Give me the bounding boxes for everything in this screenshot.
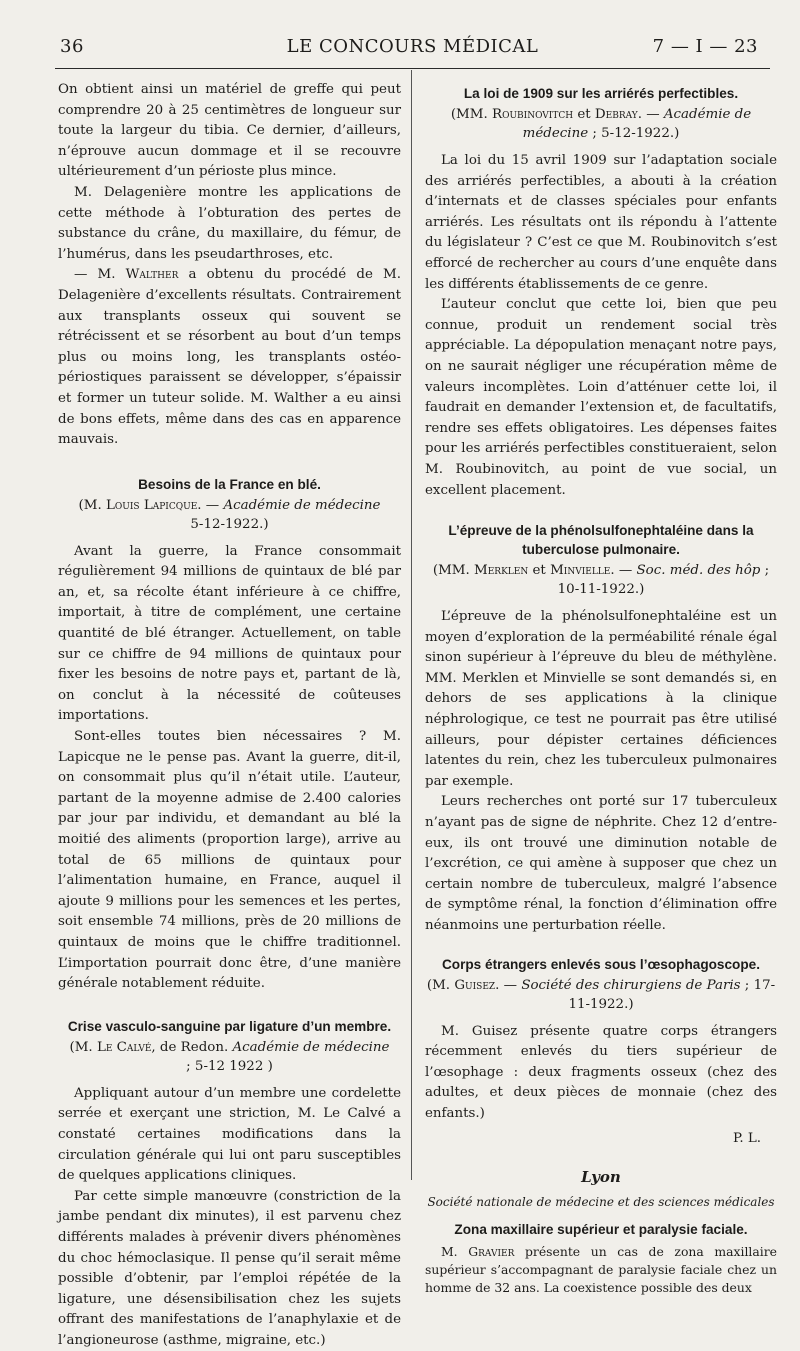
paragraph: La loi du 15 avril 1909 sur l’adaptation sociale des arriérés perfectibles, a abouti à la création d’internats et de classes spéciales pour enfants arriérés. Les résultats ont ils répondu à l’attente du législateur ? C’est ce que M. Roubinovitch s’est efforcé de rechercher au cours d’une enquête dans les différents établissements de ce genre. — [425, 153, 777, 292]
ref-open: (MM. — [450, 107, 488, 122]
paragraph: Appliquant autour d’un membre une cordelette serrée et exerçant une striction, M. Le Calvé a constaté certaines modifications dans la circulation générale qui lui ont paru susceptibles de quelques applications cliniques. — [58, 1085, 401, 1184]
dash-prefix: — M. — [74, 267, 116, 283]
ref-open: (M. — [426, 977, 451, 993]
author-name: Gravier — [468, 1244, 515, 1260]
paragraph: Sont-elles toutes bien nécessaires ? M. Lapicque ne le pense pas. Avant la guerre, dit-il, on consommait plus qu’il n’était utile. L’auteur, partant de la moyenne admise de 2.400 calories par jour par individu, et demandant au blé la moitié des aliments (proportion large), arrive au total de 65 millions de quintaux pour l’alimentation humaine, en France, auquel il ajoute 9 millions pour les semences et les pertes, soit ensemble 74 millions, près de 20 millions de quintaux de moins que le chiffre traditionnel. L’importation pourrait donc être, d’une manière générale notablement réduite. — [58, 729, 401, 992]
article-reference — [425, 561, 777, 599]
right-column — [425, 80, 777, 1297]
ref-venue: — Société des chirurgiens de Paris — [499, 977, 741, 993]
signature: P. L. — [733, 1130, 761, 1146]
ref-venue: Académie de médecine — [232, 1039, 390, 1055]
paragraph: Leurs recherches ont porté sur 17 tuberculeux n’ayant pas de signe de néphrite. Chez 12 d’entre-eux, ils ont trouvé une diminution notable de l’excrétion, ce qui amène à supposer que chez un certain nombre de tuberculeux, malgré l’absence de symptôme rénal, la fonction d’élimination offre néanmoins une perturbation réelle. — [425, 794, 777, 933]
ref-author: Debray. — [594, 107, 642, 122]
paragraph: M. Guisez présente quatre corps étrangers récemment enlevés du tiers supérieur de l’œsophage : deux fragments osseux (chez des adultes, et deux pièces de monnaie (chez des enfants.) — [425, 1023, 777, 1121]
ref-venue: — Soc. méd. des hôp — [614, 563, 761, 579]
ref-venue: Académie de médecine — [223, 497, 381, 513]
ref-open: (MM. — [432, 563, 470, 579]
paragraph: M. Delagenière montre les applications de cette méthode à l’obturation des pertes de substance du crâne, du maxillaire, du fémur, de l’humérus, dans les pseudarthroses, etc. — [58, 184, 401, 262]
section-heading: Lyon — [581, 1168, 621, 1187]
issue-date: 7 — I — 23 — [652, 36, 758, 57]
paragraph: L’auteur conclut que cette loi, bien que peu connue, produit un rendement social très appréciable. La dépopulation menaçant notre pays, on ne saurait négliger une récupération même de valeurs incomplètes. Loin d’atténuer cette loi, il faudrait en demander l’extension et, de facultatifs, rendre ses effets obligatoires. Les dépenses faites pour les arriérés perfectibles constitueraient, selon M. Roubinovitch, au point de vue social, un excellent placement. — [425, 297, 777, 498]
ref-author: Minvielle. — [550, 563, 615, 579]
article-reference — [425, 105, 777, 143]
header-rule — [55, 68, 770, 69]
ref-date: ; 10-11-1922.) — [557, 563, 770, 598]
ref-date: ; 5-12-1922.) — [592, 126, 680, 141]
article-title: Corps étrangers enlevés sous l’œsophagoscope. — [441, 956, 761, 972]
ref-author: Le Calvé, — [96, 1039, 156, 1055]
society-name: Société nationale de médecine et des sciences médicales — [427, 1194, 775, 1209]
ref-separator: et — [528, 563, 551, 579]
article-reference — [58, 496, 401, 534]
ref-separator: de Redon. — [155, 1039, 233, 1055]
ref-separator: et — [573, 107, 595, 122]
paragraph-text: a obtenu du procédé de M. Delagenière d’excellents résultats. Contrairement aux transplants osseux qui souvent se rétrécissent et se résorbent au bout d’un temps plus ou moins long, les transplants ostéo-périostiques paraissent se développer, s’épaissir et former un tuteur solide. M. Walther a eu ainsi de bons effets, même dans des cas en apparence mauvais. — [58, 267, 401, 448]
ref-date: 5-12-1922.) — [190, 516, 269, 532]
article-title: Besoins de la France en blé. — [138, 476, 321, 492]
page-number: 36 — [60, 36, 84, 57]
article-title: Zona maxillaire supérieur et paralysie faciale. — [454, 1222, 748, 1238]
ref-open: (M. — [78, 497, 102, 513]
ref-date: ; 5-12 1922 ) — [186, 1058, 273, 1074]
paragraph: On obtient ainsi un matériel de greffe qui peut comprendre 20 à 25 centimètres de longueur sur toute la largeur du tibia. Ce dernier, d’ailleurs, n’éprouve aucun dommage et il se recouvre ultérieurement d’un périoste plus mince. — [58, 82, 401, 180]
left-column — [58, 80, 401, 1351]
article-reference — [58, 1038, 401, 1076]
ref-open: (M. — [69, 1039, 93, 1055]
column-divider — [411, 70, 412, 1180]
paragraph: Par cette simple manœuvre (constriction de la jambe pendant dix minutes), il est parvenu chez différents malades à prévenir divers phénomènes du choc hémoclasique. Il pense qu’il serait même possible d’obtenir, par l’emploi répétée de la ligature, une désensibilisation chez les sujets offrant des manifestations de l’anaphylaxie et de l’angioneurose (asthme, migraine, etc.) — [58, 1188, 401, 1348]
ref-author: Guisez. — [454, 977, 500, 993]
paragraph-text: présente un cas de zona maxillaire supérieur s’accompagnant de paralysie faciale chez un homme de 32 ans. La coexistence possible des deux — [425, 1244, 777, 1296]
article-title: Crise vasculo-sanguine par ligature d’un membre. — [67, 1018, 392, 1034]
article-title: L’épreuve de la phénolsulfonephtaléine dans la tuberculose pulmonaire. — [448, 523, 754, 558]
author-name: Walther — [125, 267, 179, 283]
ref-author: Louis Lapicque. — [106, 497, 202, 513]
ref-venue: — Académie de médecine — [522, 107, 752, 141]
ref-author: Roubinovitch — [491, 107, 574, 122]
ref-date: ; 17-11-1922.) — [568, 977, 776, 1012]
ref-separator: — — [201, 497, 224, 513]
paragraph: Avant la guerre, la France consommait régulièrement 94 millions de quintaux de blé par an, et, sa récolte étant inférieure à ce chiffre, importait, à titre de complément, une certaine quantité de blé étranger. Actuellement, on table sur ce chiffre de 94 millions de quintaux pour fixer les besoins de notre pays et, partant de là, on conclut à la nécessité de coûteuses importations. — [58, 543, 401, 724]
ref-author: Merklen — [474, 563, 529, 579]
paragraph: L’épreuve de la phénolsulfonephtaléine est un moyen d’exploration de la perméabilité rénale égal sinon supérieur à l’épreuve du bleu de méthylène. MM. Merklen et Minvielle se sont demandés si, en dehors de ses applications à la clinique néphrologique, ce test ne pourrait pas être utilisé ailleurs, pour dépister certaines déficiences latentes du rein, chez les tuberculeux pulmonaires par exemple. — [425, 609, 777, 789]
article-title: La loi de 1909 sur les arriérés perfectibles. — [463, 86, 739, 101]
prefix: M. — [441, 1244, 458, 1260]
paragraph — [425, 1243, 777, 1297]
article-reference — [425, 976, 777, 1014]
journal-title: LE CONCOURS MÉDICAL — [286, 36, 539, 57]
paragraph — [58, 265, 401, 450]
running-head — [55, 36, 770, 62]
